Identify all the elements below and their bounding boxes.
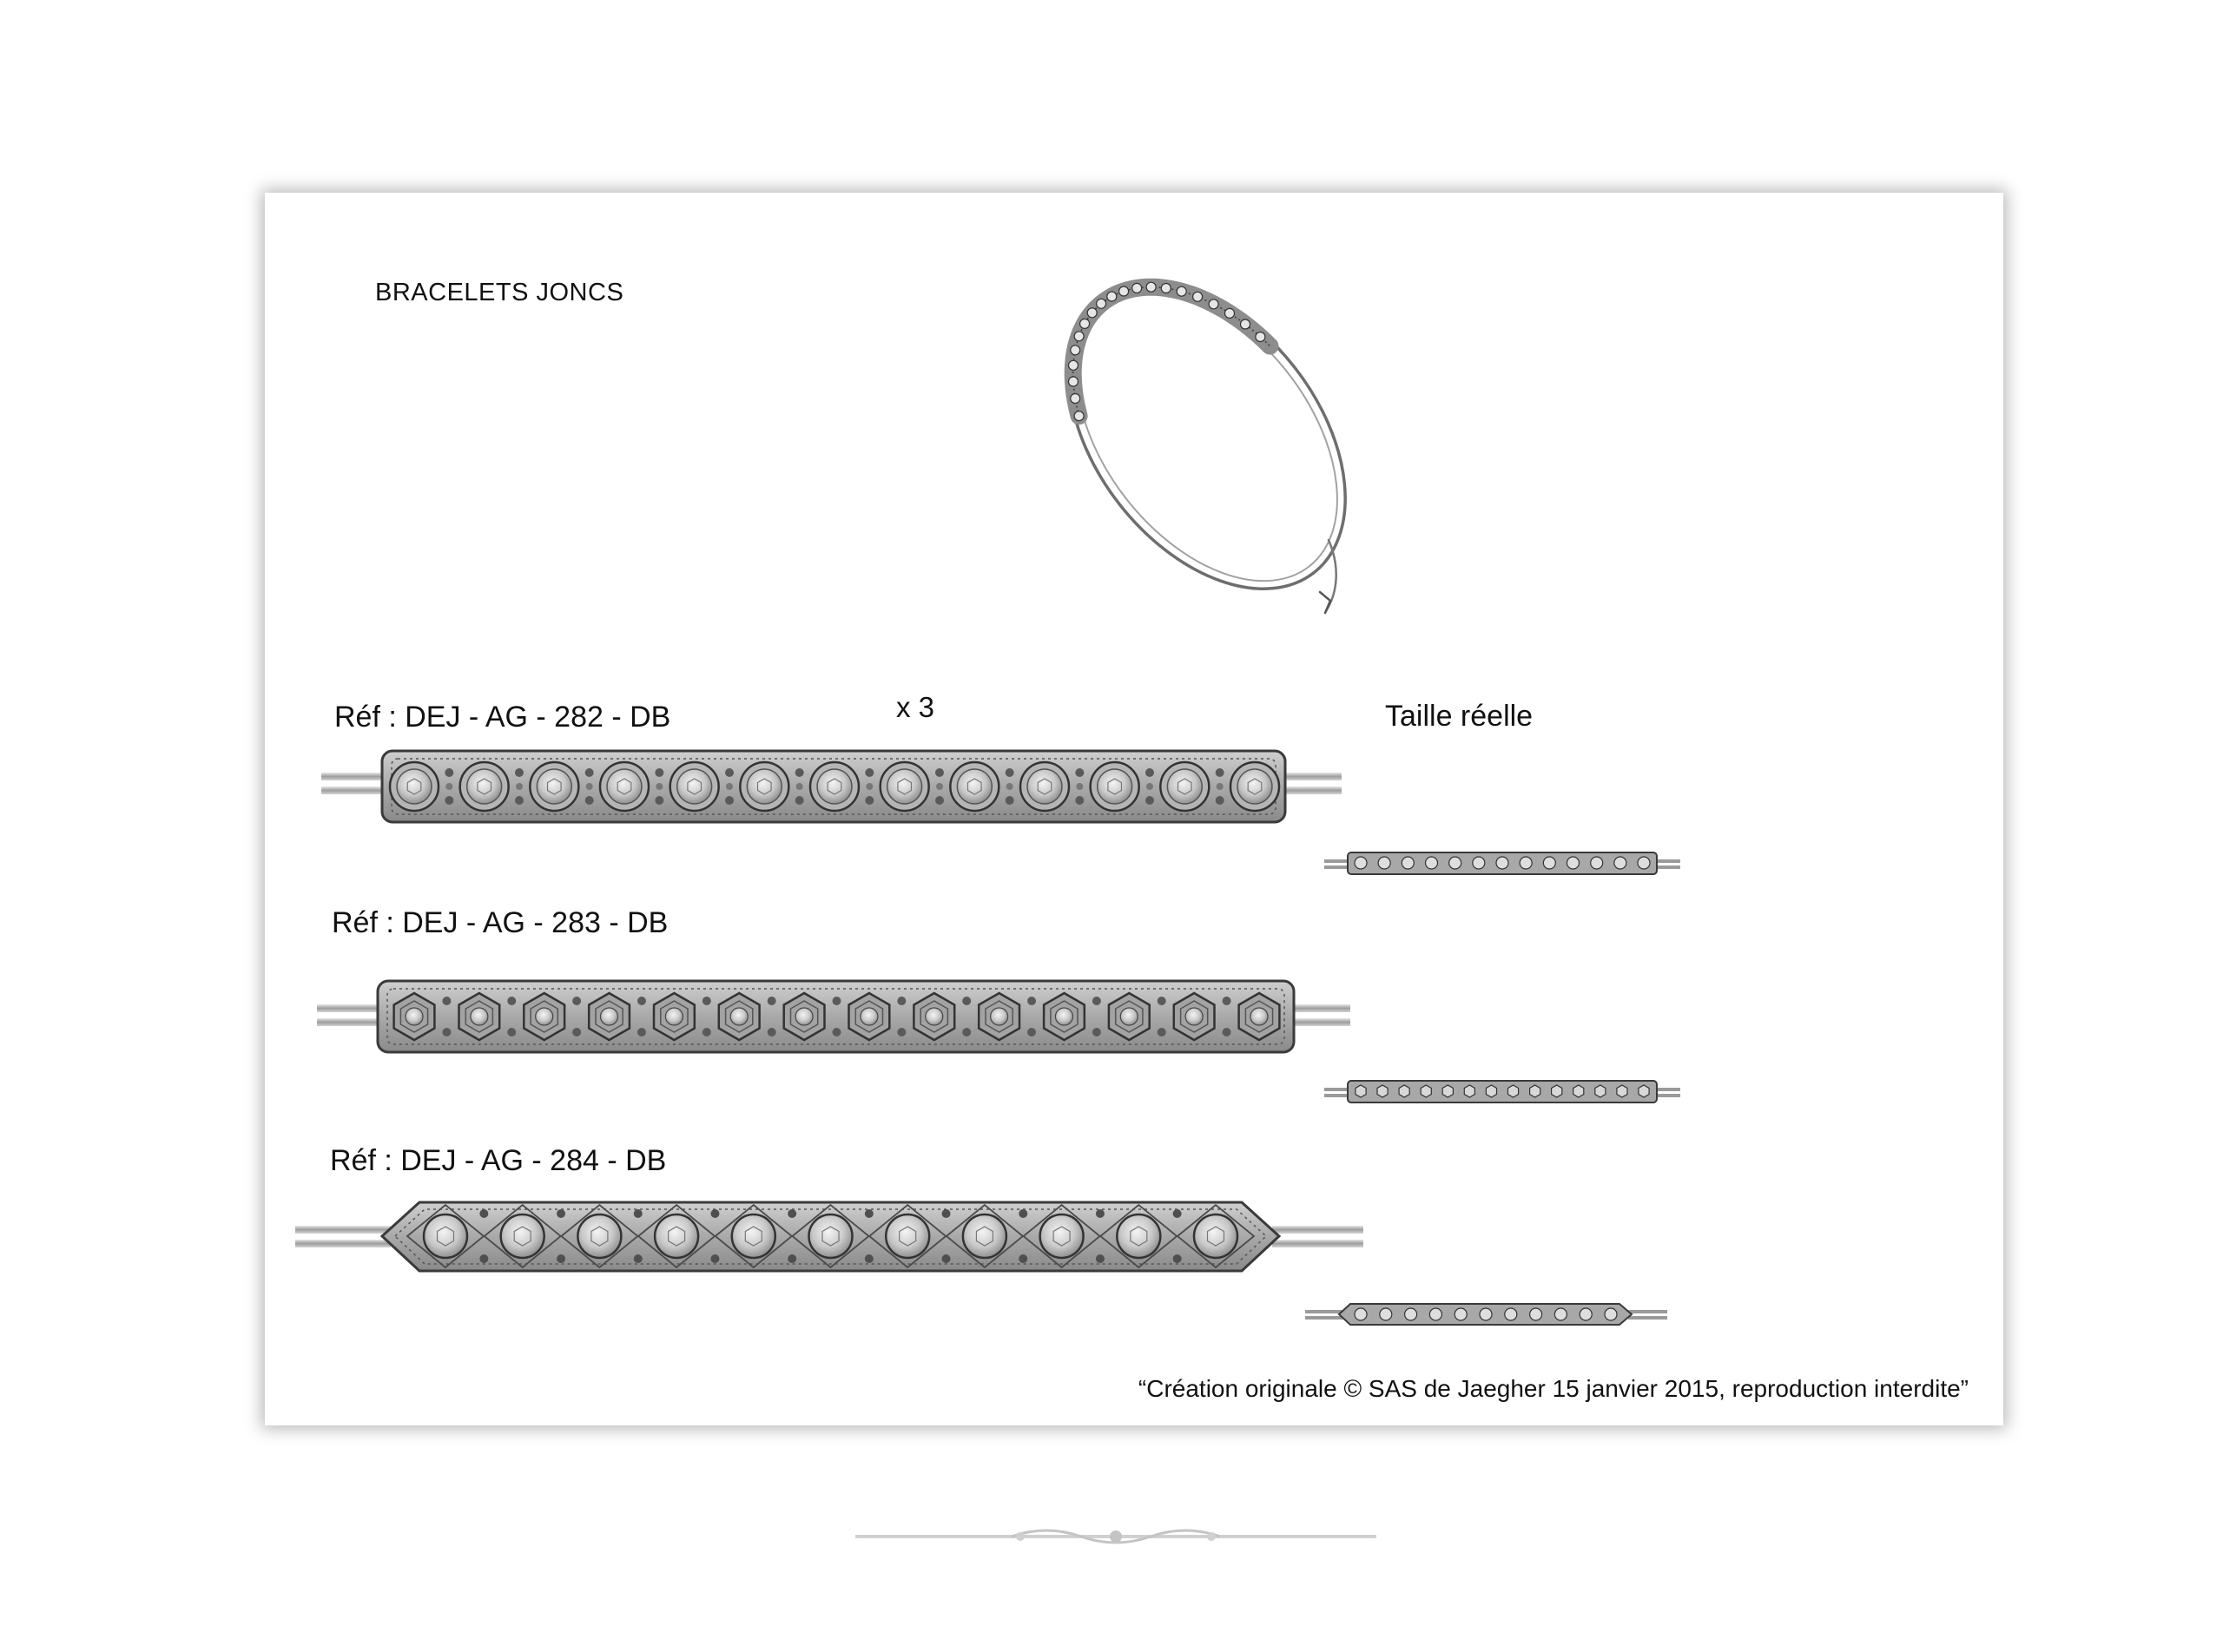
bracelet-283-large xyxy=(317,981,1350,1052)
sheet-title: BRACELETS JONCS xyxy=(375,279,624,306)
bracelet-284-actual-size xyxy=(1305,1304,1667,1325)
bracelet-283-actual-size xyxy=(1324,1081,1680,1102)
bangle-top-band xyxy=(1069,282,1270,421)
bracelet-282-large xyxy=(321,751,1342,822)
bracelet-283-reference: Réf : DEJ - AG - 283 - DB xyxy=(332,906,669,939)
bracelet-284-large xyxy=(295,1202,1363,1271)
bracelet-284-reference: Réf : DEJ - AG - 284 - DB xyxy=(330,1144,667,1177)
sketch-canvas xyxy=(265,193,2003,1425)
bracelet-282-actual-size xyxy=(1324,852,1680,874)
decorative-divider xyxy=(855,1519,1376,1554)
scale-multiplier: x 3 xyxy=(896,691,935,723)
copyright-notice: “Création originale © SAS de Jaegher 15 janvier 2015, reproduction interdite” xyxy=(1138,1375,1969,1402)
bracelet-282-reference: Réf : DEJ - AG - 282 - DB xyxy=(334,701,671,734)
actual-size-label: Taille réelle xyxy=(1385,700,1534,733)
drawing-sheet xyxy=(265,193,2003,1425)
